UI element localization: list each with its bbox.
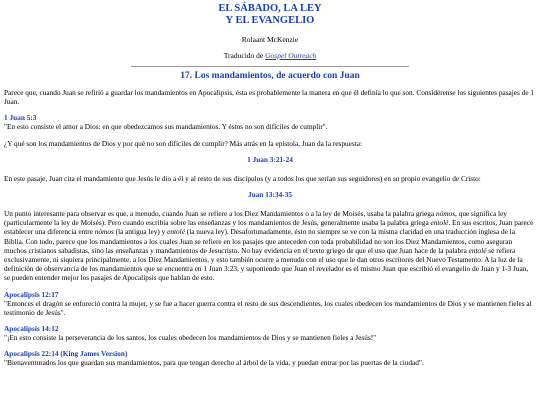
scripture-quote-apocalipsis-22-14: "Bienaventurados los que guardan sus mandamientos, para que tengan derecho al árbol de la vida, y puedan entrar por las puertas de la ciudad". — [4, 358, 424, 368]
document-page — [0, 3, 540, 408]
scripture-ref-apocalipsis-12-17: Apocalipsis 12:17 — [4, 289, 59, 299]
greek-word-entole: entolé — [468, 245, 487, 255]
greek-word-nomos: nómos — [94, 227, 114, 237]
scripture-ref-apocalipsis-14-12: Apocalipsis 14:12 — [4, 324, 59, 334]
jesus-command-paragraph: En este pasaje, Juan cita el mandamiento que Jesús le dio a él y al resto de sus discípulos (y a todos los que serían sus seguidores) en su propio evangelio de Cristo: — [4, 173, 481, 183]
scripture-quote-1-juan-5-3: "En esto consiste el amor a Dios: en que obedezcamos sus mandamientos. Y éstos no son difíciles de cumplir". — [4, 122, 328, 132]
scripture-ref-apocalipsis-22-14: Apocalipsis 22:14 (King James Version) — [4, 349, 128, 359]
translation-credit — [4, 51, 536, 60]
scripture-ref-juan-13-34: Juan 13:34-35 — [248, 190, 292, 200]
book-title — [4, 3, 536, 27]
translation-prefix: Traducido de — [223, 51, 266, 60]
chapter-title: 17. Los mandamientos, de acuerdo con Juan — [180, 71, 360, 81]
greek-word-entole: entolé — [430, 218, 449, 228]
book-title-line-2: Y EL EVANGELIO — [225, 15, 315, 26]
scripture-ref-1-juan-5-3: 1 Juan 5:3 — [4, 113, 37, 123]
gospel-outreach-link[interactable]: Gospel Outreach — [265, 51, 317, 60]
scripture-quote-apocalipsis-14-12: "¡En esto consiste la perseverancia de los santos, los cuales obedecen los mandamientos de Dios y se mantienen fieles a Jesús!" — [4, 333, 377, 343]
header-divider — [131, 66, 409, 67]
greek-word-nomos: nómos — [435, 209, 456, 219]
book-title-line-1: EL SÁBADO, LA LEY — [218, 3, 322, 14]
greek-word-entole: entolé — [167, 227, 185, 237]
intro-paragraph: Parece que, cuando Juan se refirió a guardar los mandamientos en Apocalipsis, ésta es probablemente la manera en que él definía lo que son. Considérense los siguientes pasajes de 1 Juan. — [4, 88, 535, 107]
nomos-entole-paragraph: Un punto interesante para observar es que, a menudo, cuando Juan se refiere a los Diez Mandamientos o a la ley de Moisés, usaba la palabra griega nómos, que significa ley (particularmente la ley de Moisés). Pero cuando escribía sobre las enseñanzas y los mandamientos de Jesús, generalmente usaba la palabra griega entolé. En sus escritos, Juan parece establecer una diferencia entre nómos (la antigua ley) y entolé (la nueva ley). Desafortunadamente, ésto no siempre se ve con la misma claridad en una traducción inglesa de la Biblia. Con todo, parece que los mandamientos a los cuales Juan se refiere en los pasajes que anteceden con toda probabilidad no son los Diez Mandamientos, como aseguran muchos cristianos sabadistas, sino las enseñanzas y mandamientos de Jesucristo. No hay evidencia en el texto griego de que el uso que Juan hace de la palabra entolé se refiera exclusivamente, ni siquiera principalmente, a los Diez Mandamientos, y esto también ocurre a menudo con el uso que le dan otros escritores del Nuevo Testamento. A la luz de la definición de observancia de los mandamientos que se encuentra en 1 Juan 3:23, y suponiendo que Juan el revelador es el mismo Juan que escribió el evangelio de Juan y 1-3 Juan, se pueden entender mejor los pasajes de Apocalipsis que hablan de esto. — [4, 209, 534, 283]
author-name: Rolaant McKenzie — [241, 35, 299, 44]
scripture-ref-1-juan-3-21: 1 Juan 3:21-24 — [247, 154, 293, 164]
scripture-quote-apocalipsis-12-17: "Entonces el dragón se enfureció contra la mujer, y se fue a hacer guerra contra el resto de sus descendientes, los cuales obedecen los mandamientos de Dios y se mantienen fieles al testimonio de Jesús". — [4, 298, 532, 317]
question-paragraph: ¿Y qué son los mandamientos de Dios y por qué no son difíciles de cumplir? Más atrás en la epístola, Juan da la respuesta: — [4, 138, 362, 148]
